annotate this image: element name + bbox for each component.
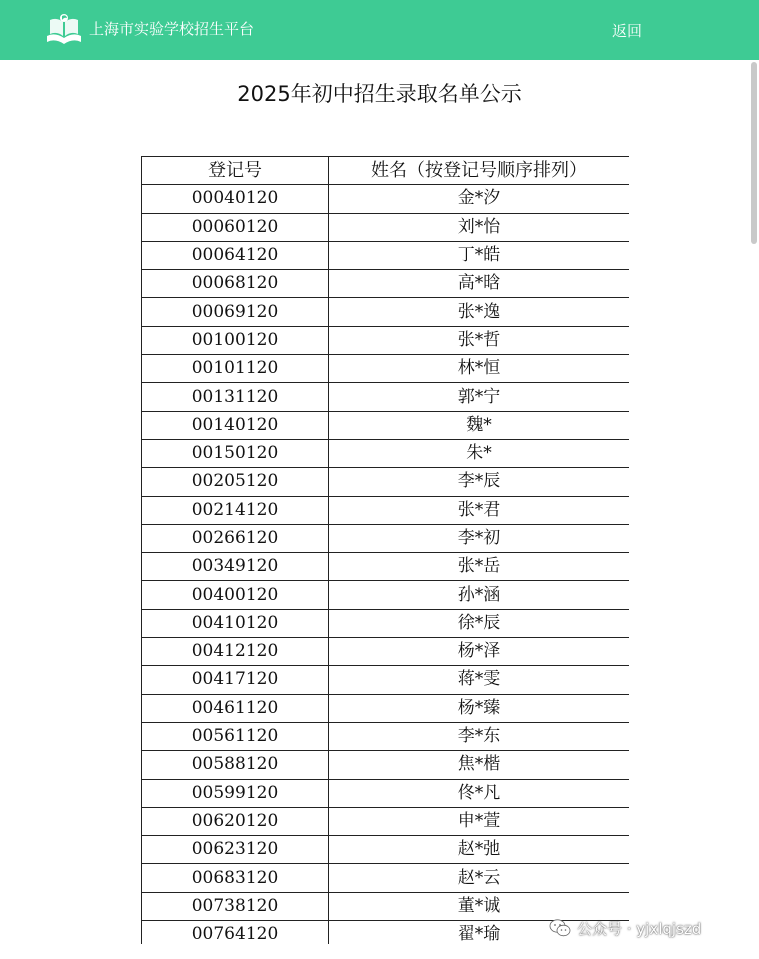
registration-number-cell: 00131120 <box>142 383 329 411</box>
student-name-cell: 张*逸 <box>329 298 630 326</box>
student-name-cell: 朱* <box>329 439 630 467</box>
student-name-cell: 林*恒 <box>329 355 630 383</box>
student-name-cell: 孙*涵 <box>329 581 630 609</box>
registration-number-cell: 00461120 <box>142 694 329 722</box>
student-name-cell: 杨*臻 <box>329 694 630 722</box>
student-name-cell: 李*东 <box>329 722 630 750</box>
registration-number-cell: 00561120 <box>142 722 329 750</box>
registration-number-cell: 00623120 <box>142 836 329 864</box>
registration-number-cell: 00683120 <box>142 864 329 892</box>
table-row <box>142 779 630 807</box>
student-name-cell: 张*岳 <box>329 553 630 581</box>
table-row <box>142 241 630 269</box>
back-button[interactable]: 返回 <box>612 22 643 40</box>
student-name-cell: 郭*宁 <box>329 383 630 411</box>
registration-number-cell: 00410120 <box>142 609 329 637</box>
student-name-cell: 佟*凡 <box>329 779 630 807</box>
student-name-cell: 刘*怡 <box>329 213 630 241</box>
student-name-cell: 赵*弛 <box>329 836 630 864</box>
table-row <box>142 836 630 864</box>
student-name-cell: 魏* <box>329 411 630 439</box>
student-name-cell: 金*汐 <box>329 185 630 213</box>
student-name-cell: 李*辰 <box>329 468 630 496</box>
table-row <box>142 638 630 666</box>
registration-number-cell: 00064120 <box>142 241 329 269</box>
top-navigation-bar <box>0 0 759 60</box>
table-row <box>142 751 630 779</box>
wechat-watermark <box>549 916 701 940</box>
table-row <box>142 270 630 298</box>
registration-number-cell: 00266120 <box>142 524 329 552</box>
admission-list-table <box>141 156 629 944</box>
site-title: 上海市实验学校招生平台 <box>89 20 255 38</box>
admission-list-table-container <box>141 156 629 944</box>
student-name-cell: 张*君 <box>329 496 630 524</box>
registration-number-cell: 00205120 <box>142 468 329 496</box>
registration-number-cell: 00069120 <box>142 298 329 326</box>
registration-number-cell: 00040120 <box>142 185 329 213</box>
registration-number-cell: 00417120 <box>142 666 329 694</box>
table-row <box>142 185 630 213</box>
table-row <box>142 666 630 694</box>
table-header-row <box>142 157 630 185</box>
table-row <box>142 807 630 835</box>
table-row <box>142 694 630 722</box>
table-row <box>142 864 630 892</box>
wechat-icon <box>549 918 571 938</box>
table-row <box>142 581 630 609</box>
registration-number-cell: 00588120 <box>142 751 329 779</box>
column-header-name: 姓名（按登记号顺序排列） <box>329 157 630 185</box>
registration-number-cell: 00068120 <box>142 270 329 298</box>
table-row <box>142 496 630 524</box>
registration-number-cell: 00400120 <box>142 581 329 609</box>
student-name-cell: 杨*泽 <box>329 638 630 666</box>
table-row <box>142 213 630 241</box>
table-row <box>142 326 630 354</box>
registration-number-cell: 00060120 <box>142 213 329 241</box>
watermark-text: 公众号 · yjxlqjszd <box>577 919 702 938</box>
registration-number-cell: 00620120 <box>142 807 329 835</box>
registration-number-cell: 00140120 <box>142 411 329 439</box>
table-row <box>142 383 630 411</box>
column-header-registration-number: 登记号 <box>142 157 329 185</box>
student-name-cell: 焦*楷 <box>329 751 630 779</box>
registration-number-cell: 00599120 <box>142 779 329 807</box>
table-row <box>142 524 630 552</box>
registration-number-cell: 00100120 <box>142 326 329 354</box>
student-name-cell: 翟*瑜 <box>329 921 630 944</box>
student-name-cell: 蒋*雯 <box>329 666 630 694</box>
student-name-cell: 徐*辰 <box>329 609 630 637</box>
student-name-cell: 赵*云 <box>329 864 630 892</box>
table-row <box>142 411 630 439</box>
page-title: 2025年初中招生录取名单公示 <box>237 82 522 106</box>
table-body <box>142 185 630 944</box>
table-row <box>142 722 630 750</box>
student-name-cell: 董*诚 <box>329 892 630 920</box>
registration-number-cell: 00214120 <box>142 496 329 524</box>
table-row <box>142 468 630 496</box>
registration-number-cell: 00101120 <box>142 355 329 383</box>
student-name-cell: 李*初 <box>329 524 630 552</box>
table-row <box>142 609 630 637</box>
school-logo-icon <box>45 12 83 46</box>
registration-number-cell: 00738120 <box>142 892 329 920</box>
table-row <box>142 355 630 383</box>
registration-number-cell: 00349120 <box>142 553 329 581</box>
student-name-cell: 高*晗 <box>329 270 630 298</box>
student-name-cell: 张*哲 <box>329 326 630 354</box>
student-name-cell: 丁*皓 <box>329 241 630 269</box>
table-row <box>142 298 630 326</box>
registration-number-cell: 00764120 <box>142 921 329 944</box>
table-row <box>142 439 630 467</box>
registration-number-cell: 00150120 <box>142 439 329 467</box>
registration-number-cell: 00412120 <box>142 638 329 666</box>
table-row <box>142 553 630 581</box>
student-name-cell: 申*萱 <box>329 807 630 835</box>
